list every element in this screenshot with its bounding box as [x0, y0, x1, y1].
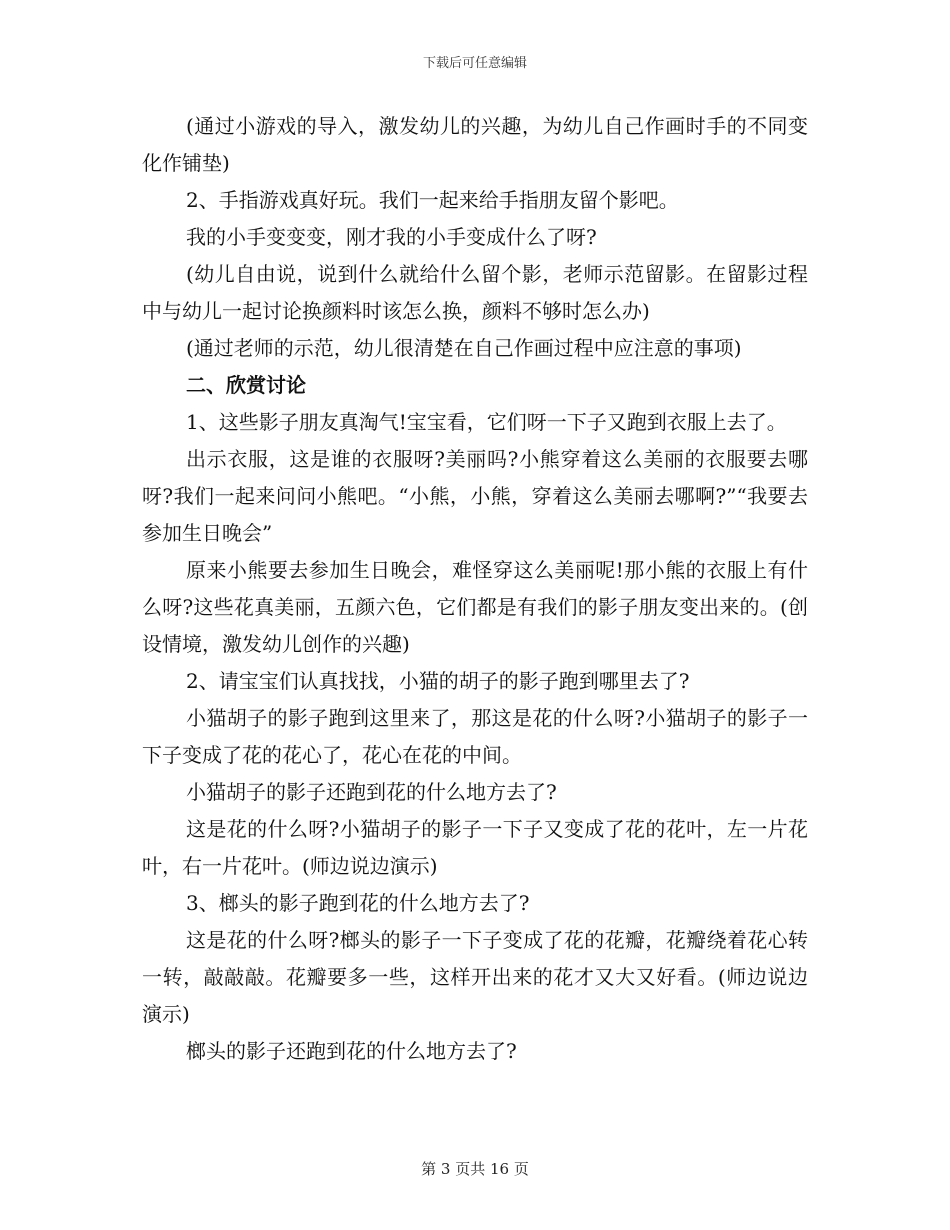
paragraph-8: 出示衣服，这是谁的衣服呀?美丽吗?小熊穿着这么美丽的衣服要去哪呀?我们一起来问问小熊吧。“小熊，小熊，穿着这么美丽去哪啊?”“我要去参加生日晚会”: [142, 447, 808, 545]
paragraph-11: 小猫胡子的影子跑到这里来了，那这是花的什么呀?小猫胡子的影子一下子变成了花的花心了，花心在花的中间。: [142, 706, 808, 767]
page-footer: 第 3 页共 16 页: [421, 1160, 529, 1178]
paragraph-15: 这是花的什么呀?榔头的影子一下子变成了花的花瓣，花瓣绕着花心转一转，敲敲敲。花瓣要多一些，这样开出来的花才又大又好看。(师边说边演示): [142, 928, 808, 1026]
paragraph-12: 小猫胡子的影子还跑到花的什么地方去了?: [186, 780, 557, 804]
paragraph-10: 2、请宝宝们认真找找，小猫的胡子的影子跑到哪里去了?: [186, 669, 690, 693]
paragraph-3: 我的小手变变变，刚才我的小手变成什么了呀?: [186, 225, 597, 249]
document-body: [142, 108, 808, 1070]
paragraph-5: (通过老师的示范，幼儿很清楚在自己作画过程中应注意的事项): [186, 336, 742, 360]
paragraph-7: 1、这些影子朋友真淘气!宝宝看，它们呀一下子又跑到衣服上去了。: [186, 410, 787, 434]
paragraph-9: 原来小熊要去参加生日晚会，难怪穿这么美丽呢!那小熊的衣服上有什么呀?这些花真美丽，五颜六色，它们都是有我们的影子朋友变出来的。(创设情境，激发幼儿创作的兴趣): [142, 558, 808, 656]
section-heading: 二、欣赏讨论: [186, 373, 306, 397]
paragraph-2: 2、手指游戏真好玩。我们一起来给手指朋友留个影吧。: [186, 188, 679, 212]
paragraph-16: 榔头的影子还跑到花的什么地方去了?: [186, 1039, 517, 1063]
paragraph-4: (幼儿自由说，说到什么就给什么留个影，老师示范留影。在留影过程中与幼儿一起讨论换颜料时该怎么换，颜料不够时怎么办): [142, 262, 808, 323]
paragraph-14: 3、榔头的影子跑到花的什么地方去了?: [186, 891, 530, 915]
paragraph-13: 这是花的什么呀?小猫胡子的影子一下子又变成了花的花叶，左一片花叶，右一片花叶。(师边说边演示): [142, 817, 808, 878]
page-header: 下载后可任意编辑: [422, 56, 527, 71]
paragraph-1: (通过小游戏的导入，激发幼儿的兴趣，为幼儿自己作画时手的不同变化作铺垫): [142, 114, 808, 175]
